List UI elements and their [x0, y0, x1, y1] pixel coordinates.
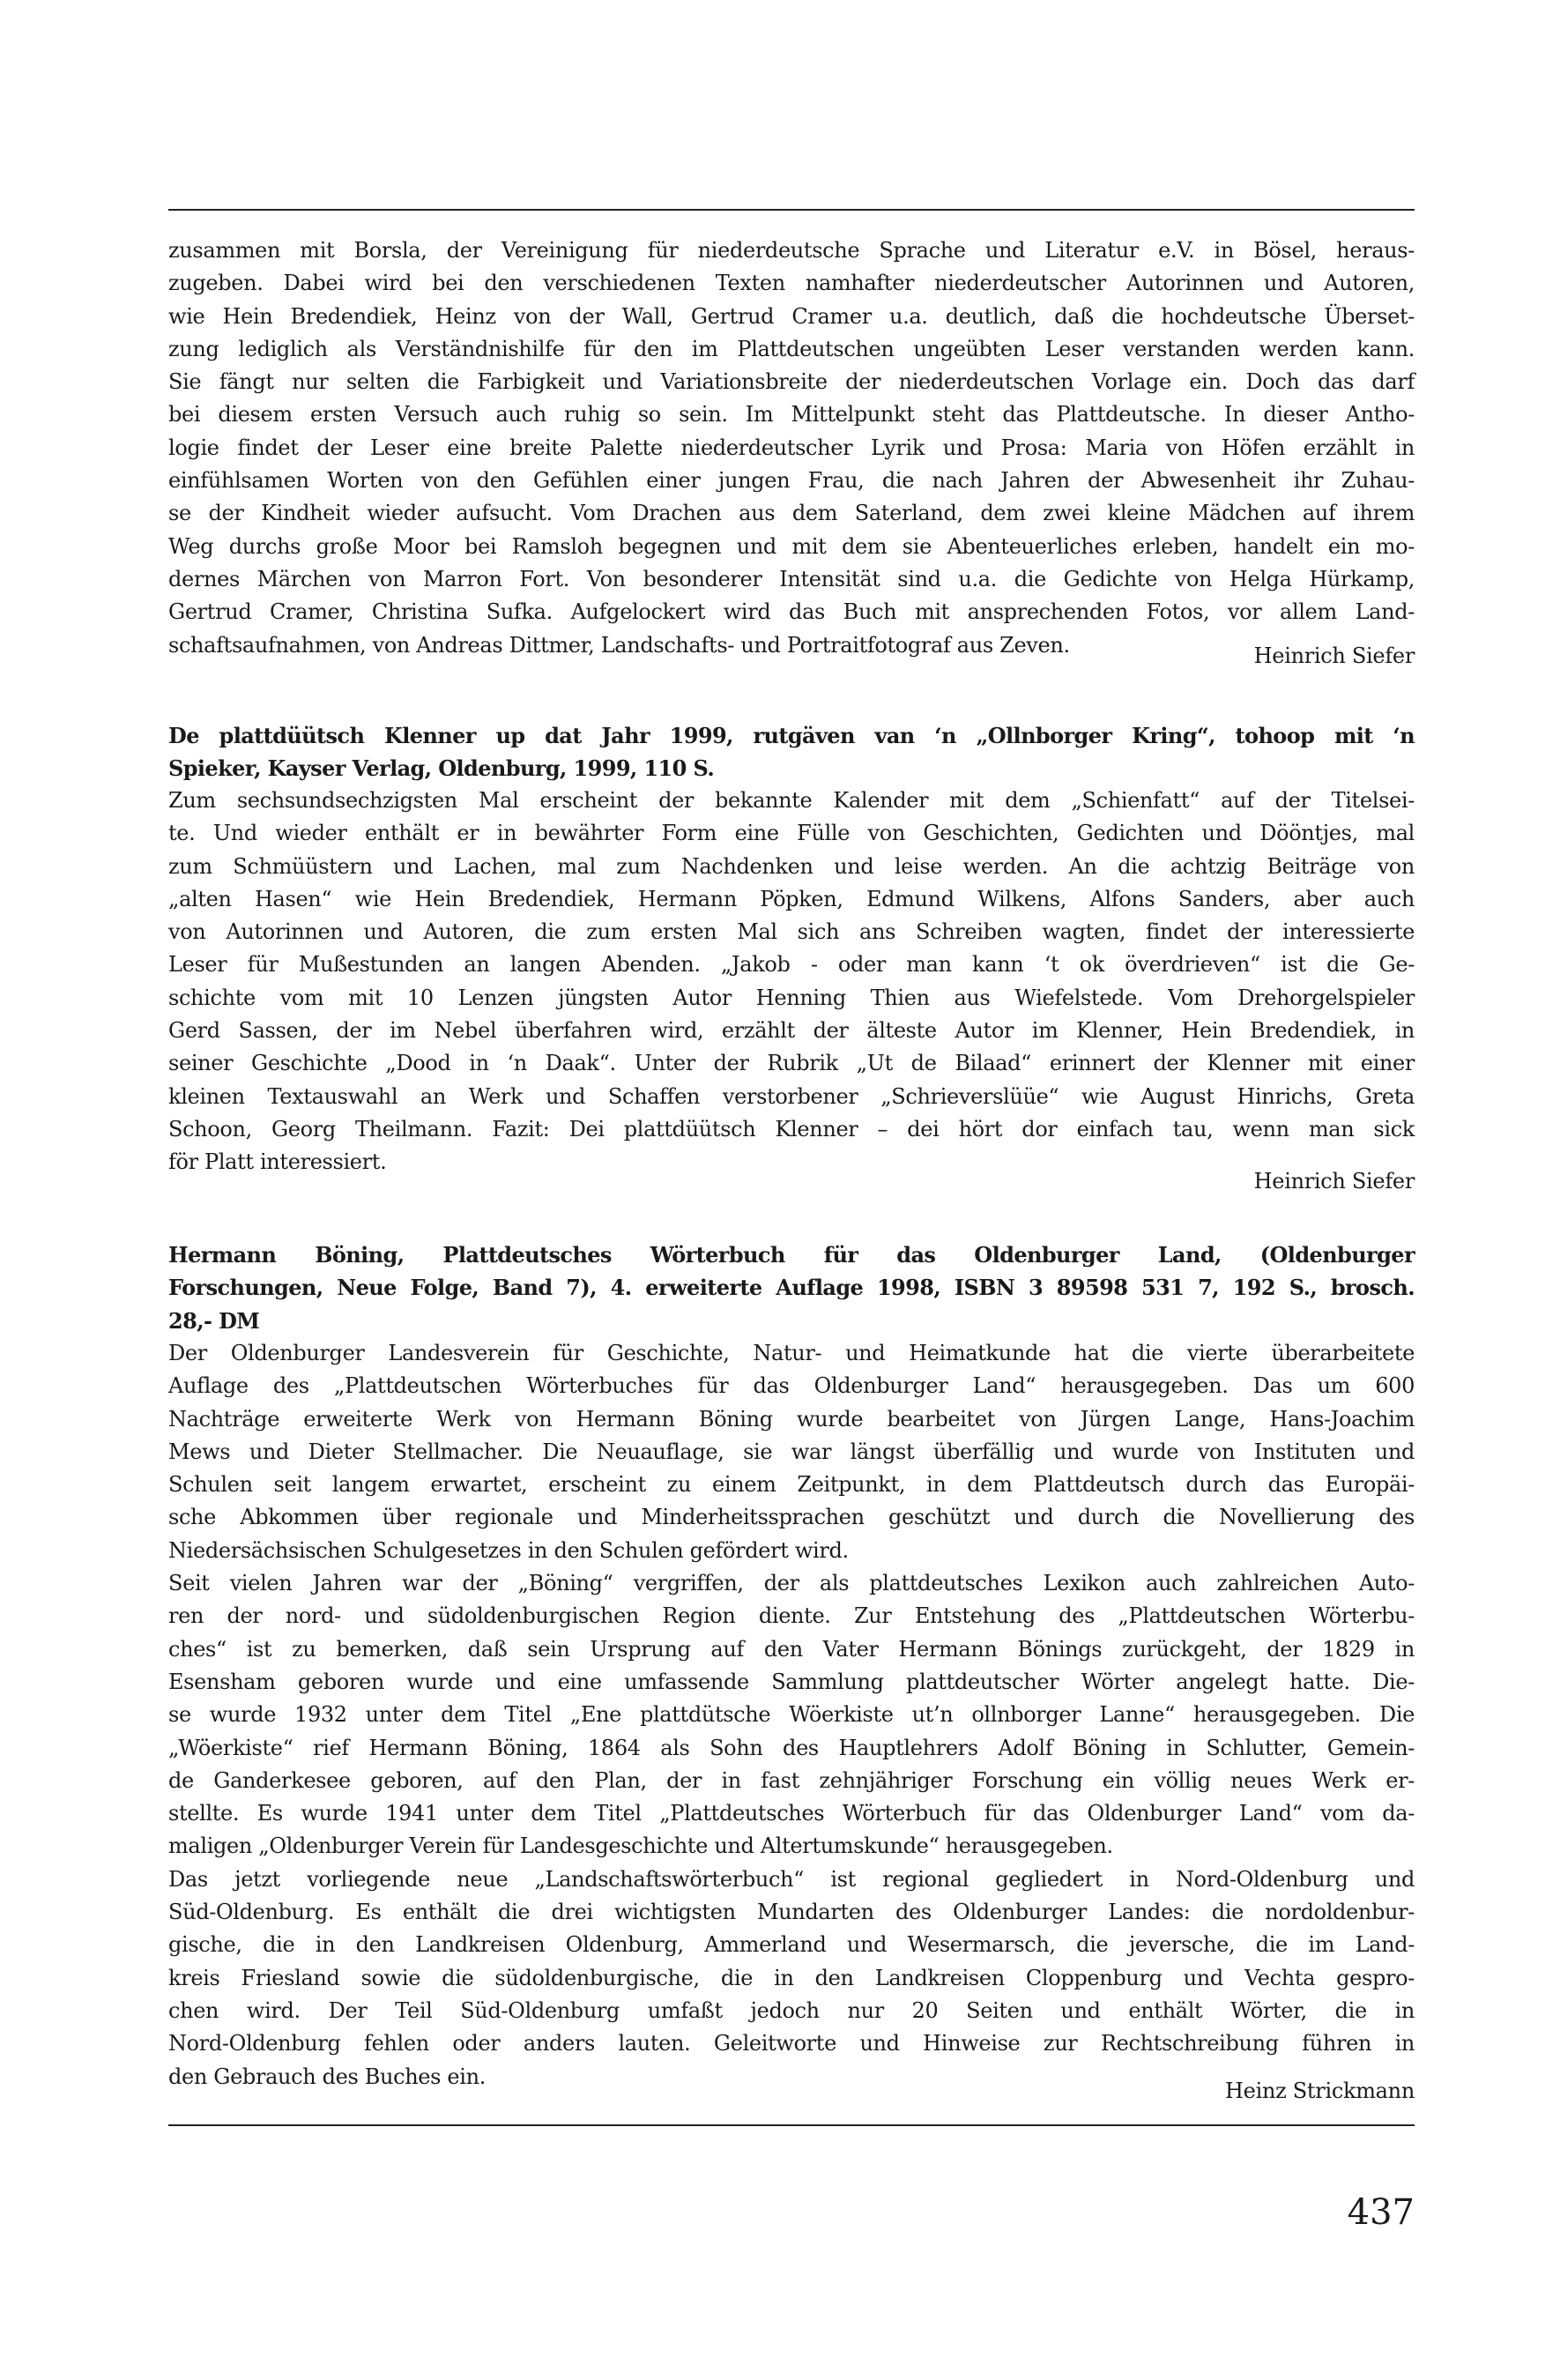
bottom-rule: [168, 2124, 1415, 2126]
body-text-line: Der Oldenburger Landesverein für Geschichte, Natur- und Heimatkunde hat die vierte überarbeitete: [168, 1341, 1415, 1365]
body-text-line: schichte vom mit 10 Lenzen jüngsten Autor Henning Thien aus Wiefelstede. Vom Drehorgelspieler: [168, 985, 1415, 1010]
signature-text: Heinrich Siefer: [1253, 643, 1415, 668]
body-text-line: Sie fängt nur selten die Farbigkeit und Variationsbreite der niederdeutschen Vorlage ein. Doch das darf: [168, 369, 1415, 395]
body-text-line: Mews und Dieter Stellmacher. Die Neuauflage, sie war längst überfällig und wurde von Instituten und: [168, 1439, 1415, 1464]
body-text-line: einfühlsamen Worten von den Gefühlen einer jungen Frau, die nach Jahren der Abwesenheit ihr Zuhau-: [168, 468, 1415, 494]
signature-text: Heinrich Siefer: [1253, 1169, 1415, 1194]
body-text-line: „alten Hasen“ wie Hein Bredendiek, Hermann Pöpken, Edmund Wilkens, Alfons Sanders, aber auch: [168, 886, 1415, 911]
body-text-line: zugeben. Dabei wird bei den verschiedenen Texten namhafter niederdeutscher Autorinnen und Autoren,: [168, 271, 1415, 296]
body-text-line: sche Abkommen über regionale und Minderheitssprachen geschützt und durch die Novellierung des: [168, 1505, 1415, 1530]
body-text-line: Niedersächsischen Schulgesetzes in den Schulen gefördert wird.: [168, 1537, 849, 1563]
review-body-klenner: [168, 785, 1415, 1179]
body-text-line: Schulen seit langem erwartet, erscheint zu einem Zeitpunkt, in dem Plattdeutsch durch das Europäi-: [168, 1472, 1415, 1498]
body-text-line: stellte. Es wurde 1941 unter dem Titel „Plattdeutsches Wörterbuch für das Oldenburger Land“ vom da-: [168, 1801, 1415, 1826]
body-text-line: Zum sechsundsechzigsten Mal erscheint der bekannte Kalender mit dem „Schienfatt“ auf der Titelsei-: [168, 788, 1415, 813]
heading-text-line: Hermann Böning, Plattdeutsches Wörterbuch für das Oldenburger Land, (Oldenburger: [168, 1242, 1415, 1268]
review-continuation-body: [168, 234, 1415, 662]
review-signature: [168, 1165, 1415, 1198]
heading-text-line: De plattdüütsch Klenner up dat Jahr 1999, rutgäven van ‘n „Ollnborger Kring“, tohoop mit ‘n: [168, 723, 1415, 748]
body-text-line: se wurde 1932 unter dem Titel „Ene plattdütsche Wöerkiste ut’n ollnborger Lanne“ herausgegeben. Die: [168, 1702, 1415, 1728]
body-text-line: kreis Friesland sowie die südoldenburgische, die in den Landkreisen Cloppenburg und Vechta gespro-: [168, 1965, 1415, 1990]
review-signature: [168, 640, 1415, 673]
body-text-line: ches“ ist zu bemerken, daß sein Ursprung auf den Vater Hermann Bönings zurückgeht, der 1829 in: [168, 1636, 1415, 1662]
body-text-line: zusammen mit Borsla, der Vereinigung für niederdeutsche Sprache und Literatur e.V. in Bösel, heraus-: [168, 238, 1415, 263]
body-text-line: wie Hein Bredendiek, Heinz von der Wall, Gertrud Cramer u.a. deutlich, daß die hochdeutsche Überset-: [168, 303, 1415, 329]
body-text-line: chen wird. Der Teil Süd-Oldenburg umfaßt jedoch nur 20 Seiten und enthält Wörter, die in: [168, 1997, 1415, 2023]
body-text-line: maligen „Oldenburger Verein für Landesgeschichte und Altertumskunde“ herausgegeben.: [168, 1833, 1113, 1859]
body-text-line: de Ganderkesee geboren, auf den Plan, der in fast zehnjähriger Forschung ein völlig neues Werk er-: [168, 1767, 1415, 1793]
body-text-line: „Wöerkiste“ rief Hermann Böning, 1864 als Sohn des Hauptlehrers Adolf Böning in Schlutter, Gemein-: [168, 1735, 1415, 1760]
body-text-line: zum Schmüüstern und Lachen, mal zum Nachdenken und leise werden. An die achtzig Beiträge von: [168, 853, 1415, 879]
heading-text-line: 28,- DM: [168, 1307, 260, 1334]
body-text-line: Nachträge erweiterte Werk von Hermann Böning wurde bearbeitet von Jürgen Lange, Hans-Joachim: [168, 1406, 1415, 1432]
review-body-woerterbuch: [168, 1337, 1415, 2094]
review-heading-woerterbuch: [168, 1238, 1415, 1337]
signature-text: Heinz Strickmann: [1225, 2079, 1415, 2103]
body-text-line: för Platt interessiert.: [168, 1149, 387, 1175]
body-text-line: Leser für Mußestunden an langen Abenden. „Jakob - oder man kann ‘t ok överdrieven“ ist die Ge-: [168, 952, 1415, 978]
body-text-line: Gerd Sassen, der im Nebel überfahren wird, erzählt der älteste Autor im Klenner, Hein Bredendiek, in: [168, 1018, 1415, 1044]
body-text-line: Seit vielen Jahren war der „Böning“ vergriffen, der als plattdeutsches Lexikon auch zahlreichen Auto-: [168, 1571, 1415, 1596]
body-text-line: gische, die in den Landkreisen Oldenburg, Ammerland und Wesermarsch, die jeversche, die im Land-: [168, 1932, 1415, 1958]
body-text-line: seiner Geschichte „Dood in ‘n Daak“. Unter der Rubrik „Ut de Bilaad“ erinnert der Klenner mit einer: [168, 1051, 1415, 1076]
heading-text-line: Spieker, Kayser Verlag, Oldenburg, 1999, 110 S.: [168, 755, 715, 782]
body-text-line: Weg durchs große Moor bei Ramsloh begegnen und mit dem sie Abenteuerliches erleben, handelt ein mo-: [168, 533, 1415, 559]
body-text-line: ren der nord- und südoldenburgischen Region diente. Zur Entstehung des „Plattdeutschen Wörterbu-: [168, 1603, 1415, 1629]
body-text-line: dernes Märchen von Marron Fort. Von besonderer Intensität sind u.a. die Gedichte von Helga Hürkamp,: [168, 566, 1415, 591]
body-text-line: von Autorinnen und Autoren, die zum ersten Mal sich ans Schreiben wagten, findet der interessierte: [168, 919, 1415, 945]
body-text-line: logie findet der Leser eine breite Palette niederdeutscher Lyrik und Prosa: Maria von Höfen erzählt in: [168, 435, 1415, 460]
body-text-line: se der Kindheit wieder aufsucht. Vom Drachen aus dem Saterland, dem zwei kleine Mädchen auf ihrem: [168, 501, 1415, 526]
body-text-line: bei diesem ersten Versuch auch ruhig so sein. Im Mittelpunkt steht das Plattdeutsche. In dieser Antho-: [168, 402, 1415, 428]
body-text-line: Gertrud Cramer, Christina Sufka. Aufgelockert wird das Buch mit ansprechenden Fotos, vor allem Land-: [168, 599, 1415, 625]
body-text-line: den Gebrauch des Buches ein.: [168, 2064, 486, 2089]
body-text-line: te. Und wieder enthält er in bewährter Form eine Fülle von Geschichten, Gedichten und Dööntjes, mal: [168, 821, 1415, 846]
body-text-line: Esensham geboren wurde und eine umfassende Sammlung plattdeutscher Wörter angelegt hatte. Die-: [168, 1669, 1415, 1694]
body-text-line: kleinen Textauswahl an Werk und Schaffen verstorbener „Schrieverslüüe“ wie August Hinrichs, Greta: [168, 1083, 1415, 1109]
review-signature: [168, 2075, 1415, 2108]
heading-text-line: Forschungen, Neue Folge, Band 7), 4. erweiterte Auflage 1998, ISBN 3 89598 531 7, 192 S., brosch.: [168, 1275, 1415, 1301]
body-text-line: Süd-Oldenburg. Es enthält die drei wichtigsten Mundarten des Oldenburger Landes: die nordoldenbur-: [168, 1900, 1415, 1925]
body-text-line: Nord-Oldenburg fehlen oder anders lauten. Geleitworte und Hinweise zur Rechtschreibung führen in: [168, 2031, 1415, 2056]
top-rule: [168, 209, 1415, 211]
page-number: 437: [1347, 2192, 1415, 2233]
review-heading-klenner: [168, 719, 1415, 785]
body-text-line: Das jetzt vorliegende neue „Landschaftswörterbuch“ ist regional gegliedert in Nord-Oldenburg und: [168, 1866, 1415, 1892]
body-text-line: Auflage des „Plattdeutschen Wörterbuches für das Oldenburger Land“ herausgegeben. Das um 600: [168, 1373, 1415, 1399]
body-text-line: schaftsaufnahmen, von Andreas Dittmer, Landschafts- und Portraitfotograf aus Zeven.: [168, 632, 1070, 658]
body-text-line: Schoon, Georg Theilmann. Fazit: Dei plattdüütsch Klenner – dei hört dor einfach tau, wenn man sick: [168, 1116, 1415, 1142]
body-text-line: zung lediglich als Verständnishilfe für den im Plattdeutschen ungeübten Leser verstanden werden kann.: [168, 336, 1415, 361]
